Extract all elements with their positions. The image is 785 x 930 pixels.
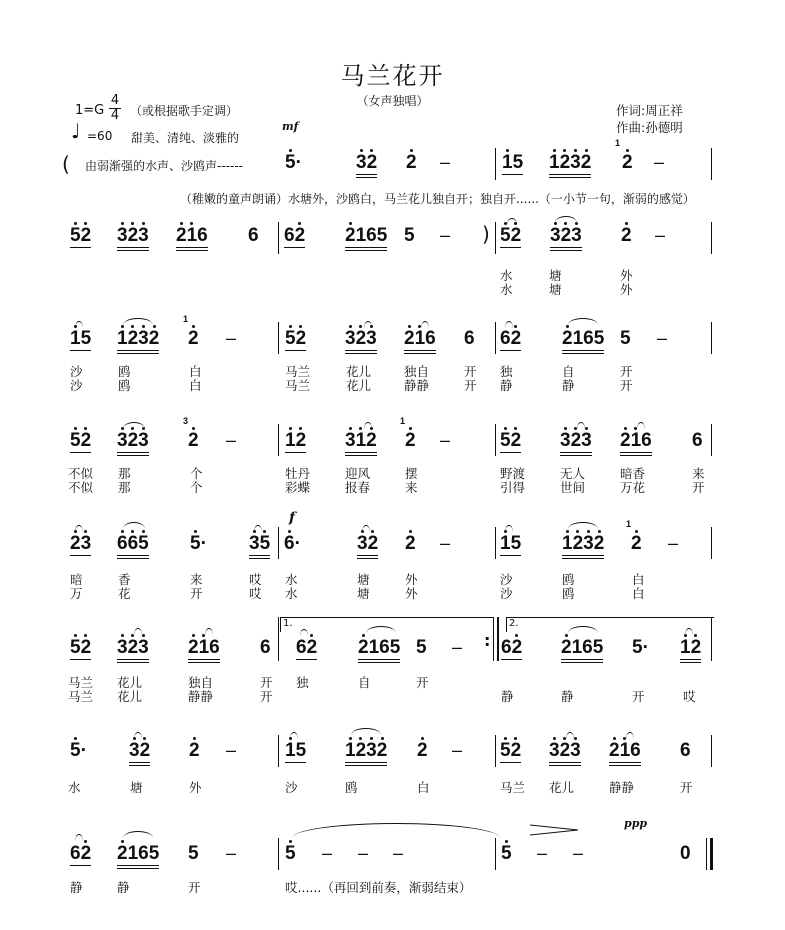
lyric: 外 <box>405 586 418 601</box>
slur <box>205 628 213 635</box>
lyric: 来 <box>692 466 705 481</box>
barline <box>711 148 712 180</box>
dynamic-mf: mf <box>282 120 299 133</box>
note: 62 <box>501 637 523 658</box>
note: 323 <box>550 225 582 247</box>
dynamic-ppp: ppp <box>624 817 648 830</box>
dash: – <box>452 740 463 760</box>
note: 1232 <box>549 152 591 174</box>
ending-text: 哎......（再回到前奏，渐弱结束） <box>285 880 472 895</box>
slur <box>75 834 83 841</box>
grace-note: 1 <box>615 138 621 148</box>
barline <box>495 424 496 456</box>
dash: – <box>226 430 237 450</box>
lyric: 报春 <box>345 480 371 495</box>
lyric: 不似 <box>68 480 94 495</box>
dash: – <box>440 430 451 450</box>
note: 312 <box>345 430 377 452</box>
lyric: 静 <box>117 880 130 895</box>
note: 32 <box>129 740 150 762</box>
note: 12 <box>680 637 701 659</box>
lyric: 来 <box>190 572 203 587</box>
lyric: 引得 <box>500 480 526 495</box>
note: 665 <box>117 533 149 555</box>
lyricist-credit: 作词:周正祥 <box>616 103 683 118</box>
open-paren: ( <box>62 152 70 176</box>
lyric: 那 <box>118 480 131 495</box>
slur <box>577 422 585 429</box>
barline <box>495 322 496 354</box>
note: 216 <box>609 740 641 762</box>
note: 23 <box>70 533 92 554</box>
lyric: 花 <box>118 586 131 601</box>
dash: – <box>440 225 451 245</box>
lyric: 迎风 <box>345 466 371 481</box>
lyric: 哎 <box>683 689 696 704</box>
lyric: 白 <box>189 364 202 379</box>
lyric: 开 <box>620 364 633 379</box>
note: 2 <box>406 152 417 173</box>
note: 6 <box>680 740 691 761</box>
slur <box>123 831 153 838</box>
lyric: 自 <box>358 675 371 690</box>
lyric: 水 <box>68 780 81 795</box>
note: 5 <box>501 843 512 864</box>
note: 1232 <box>117 328 159 350</box>
lyric: 静 <box>501 689 514 704</box>
note: 2165 <box>562 328 604 350</box>
note: 2 <box>621 225 632 246</box>
tempo: =60 <box>87 129 113 143</box>
barline <box>711 527 712 559</box>
note: 5· <box>632 637 649 658</box>
barline <box>711 735 712 767</box>
key-note: （或根据歌手定调） <box>130 104 239 118</box>
lyric: 开 <box>190 586 203 601</box>
dash: – <box>537 843 548 863</box>
note: 6· <box>284 533 301 554</box>
tie <box>292 823 500 838</box>
final-barline-thin <box>706 838 707 870</box>
lyric: 静 <box>70 880 83 895</box>
lyric: 静静 <box>404 378 430 393</box>
note: 15 <box>285 740 307 761</box>
dash: – <box>440 152 451 172</box>
dash: – <box>655 225 666 245</box>
lyric: 不似 <box>68 466 94 481</box>
lyric: 花儿 <box>117 675 143 690</box>
repeat-dots: : <box>484 631 491 650</box>
lyric: 鸥 <box>118 364 131 379</box>
note: 62 <box>284 225 306 246</box>
lyric: 世间 <box>560 480 586 495</box>
slur <box>123 318 153 325</box>
lyric: 水 <box>500 282 513 297</box>
lyric: 香 <box>118 572 131 587</box>
note: 2 <box>188 430 199 451</box>
slur <box>505 321 513 328</box>
slur <box>421 321 429 328</box>
close-paren: ) <box>482 222 490 246</box>
slur <box>351 728 381 735</box>
barline <box>278 838 279 870</box>
note: 52 <box>285 328 307 349</box>
slur <box>134 628 142 635</box>
note: 62 <box>70 843 92 864</box>
lyric: 外 <box>620 282 633 297</box>
intro-text: 由弱渐强的水声、沙鸥声------ <box>85 159 243 173</box>
note: 52 <box>500 740 522 761</box>
lyric: 牡丹 <box>285 466 311 481</box>
note: 2165 <box>345 225 387 247</box>
lyric: 静静 <box>188 689 214 704</box>
note: 6 <box>248 225 259 246</box>
lyric: 摆 <box>405 466 418 481</box>
note: 35 <box>249 533 270 555</box>
note: 5 <box>285 843 296 864</box>
note: 323 <box>560 430 592 452</box>
lyric: 来 <box>405 480 418 495</box>
note: 5· <box>190 533 207 554</box>
time-sig-bottom: 4 <box>110 108 120 123</box>
lyric: 马兰 <box>68 689 94 704</box>
lyric: 静静 <box>609 780 635 795</box>
lyric: 外 <box>189 780 202 795</box>
lyric: 外 <box>620 268 633 283</box>
lyric: 开 <box>680 780 693 795</box>
barline <box>495 527 496 559</box>
volta-1: 1. <box>280 617 493 632</box>
note: 2 <box>622 152 633 173</box>
slur <box>366 626 396 633</box>
barline <box>495 735 496 767</box>
lyric: 独自 <box>404 364 430 379</box>
quarter-note-icon: ♩ <box>71 119 81 143</box>
lyric: 马兰 <box>500 780 526 795</box>
lyric: 彩蝶 <box>285 480 311 495</box>
note: 216 <box>620 430 652 452</box>
lyric: 花儿 <box>549 780 575 795</box>
barline <box>278 222 279 254</box>
lyric: 鸥 <box>118 378 131 393</box>
lyric: 万 <box>70 586 83 601</box>
barline <box>711 322 712 354</box>
lyric: 沙 <box>70 364 83 379</box>
lyric: 个 <box>190 466 203 481</box>
dash: – <box>668 533 679 553</box>
song-subtitle: （女声独唱） <box>356 94 429 108</box>
grace-note: 1 <box>183 314 189 324</box>
barline <box>495 222 496 254</box>
dash: – <box>226 328 237 348</box>
lyric: 沙 <box>285 780 298 795</box>
song-title: 马兰花开 <box>340 62 445 90</box>
dash: – <box>440 533 451 553</box>
note: 52 <box>500 225 522 246</box>
note: 6 <box>260 637 271 658</box>
lyric: 开 <box>260 675 273 690</box>
time-signature <box>109 94 121 123</box>
barline <box>278 322 279 354</box>
barline <box>711 222 712 254</box>
lyric: 花儿 <box>117 689 143 704</box>
time-sig-top: 4 <box>110 93 120 108</box>
note: 5· <box>70 740 87 761</box>
decrescendo-icon <box>530 823 580 837</box>
lyric: 开 <box>464 364 477 379</box>
lyric: 暗 <box>70 572 83 587</box>
lyric: 马兰 <box>285 378 311 393</box>
note: 323 <box>345 328 377 350</box>
note: 2165 <box>117 843 159 865</box>
lyric: 开 <box>260 689 273 704</box>
lyric: 水 <box>285 586 298 601</box>
note: 323 <box>117 430 149 452</box>
dash: – <box>393 843 404 863</box>
slur <box>300 629 308 636</box>
lyric: 万花 <box>620 480 646 495</box>
note: 0 <box>680 843 691 864</box>
barline <box>711 617 712 661</box>
lyric: 哎 <box>249 586 262 601</box>
note: 323 <box>117 225 149 247</box>
lyric: 暗香 <box>620 466 646 481</box>
lyric: 野渡 <box>500 466 526 481</box>
lyric: 开 <box>692 480 705 495</box>
slur <box>568 522 598 529</box>
lyric: 静 <box>500 378 513 393</box>
narration-text: （稚嫩的童声朗诵）水塘外，沙鸥白，马兰花儿独自开；独自开......（一小节一句，渐弱的感觉） <box>180 192 695 206</box>
note: 52 <box>500 430 522 451</box>
lyric: 鸥 <box>345 780 358 795</box>
barline <box>711 424 712 456</box>
note: 323 <box>549 740 581 762</box>
dash: – <box>657 328 668 348</box>
note: 5 <box>404 225 415 246</box>
note: 1232 <box>345 740 387 762</box>
lyric: 开 <box>620 378 633 393</box>
lyric: 开 <box>632 689 645 704</box>
lyric: 花儿 <box>346 364 372 379</box>
volta-2: 2. <box>506 617 714 632</box>
lyric: 白 <box>632 586 645 601</box>
note: 32 <box>356 152 377 174</box>
lyric: 外 <box>405 572 418 587</box>
note: 5 <box>416 637 427 658</box>
note: 2 <box>405 533 416 554</box>
dynamic-f: f <box>289 510 296 526</box>
lyric: 开 <box>416 675 429 690</box>
lyric: 塘 <box>130 780 143 795</box>
note: 62 <box>296 637 318 658</box>
dash: – <box>573 843 584 863</box>
slur <box>626 732 634 739</box>
lyric: 塘 <box>357 572 370 587</box>
slur <box>637 422 645 429</box>
note: 52 <box>70 430 92 451</box>
note: 6 <box>692 430 703 451</box>
lyric: 塘 <box>549 282 562 297</box>
note: 15 <box>500 533 522 554</box>
slur <box>568 626 598 633</box>
note: 6 <box>464 328 475 349</box>
note: 2 <box>417 740 428 761</box>
final-barline-thick <box>710 838 713 870</box>
lyric: 水 <box>285 572 298 587</box>
dash: – <box>322 843 333 863</box>
lyric: 开 <box>188 880 201 895</box>
dash: – <box>654 152 665 172</box>
note: 12 <box>285 430 307 451</box>
slur <box>566 732 574 739</box>
dash: – <box>226 740 237 760</box>
lyric: 马兰 <box>68 675 94 690</box>
note: 2165 <box>358 637 400 659</box>
lyric: 那 <box>118 466 131 481</box>
note: 2165 <box>561 637 603 659</box>
note: 52 <box>70 225 92 246</box>
lyric: 塘 <box>549 268 562 283</box>
note: 15 <box>502 152 524 173</box>
note: 216 <box>176 225 208 247</box>
note: 15 <box>70 328 92 349</box>
lyric: 独自 <box>188 675 214 690</box>
note: 216 <box>188 637 220 659</box>
note: 2 <box>188 328 199 349</box>
lyric: 静 <box>562 378 575 393</box>
note: 5 <box>620 328 631 349</box>
note: 323 <box>117 637 149 659</box>
lyric: 独 <box>296 675 309 690</box>
lyric: 沙 <box>70 378 83 393</box>
lyric: 鸥 <box>562 572 575 587</box>
barline <box>278 527 279 559</box>
note: 52 <box>70 637 92 658</box>
note: 5 <box>188 843 199 864</box>
note: 2 <box>631 533 642 554</box>
lyric: 哎 <box>249 572 262 587</box>
note: 5· <box>285 152 302 173</box>
lyric: 沙 <box>500 586 513 601</box>
lyric: 静 <box>561 689 574 704</box>
dash: – <box>226 843 237 863</box>
barline <box>278 735 279 767</box>
lyric: 塘 <box>357 586 370 601</box>
key-signature: 1=G <box>75 103 105 118</box>
dash: – <box>452 637 463 657</box>
lyric: 自 <box>562 364 575 379</box>
composer-credit: 作曲:孙德明 <box>616 120 683 135</box>
barline <box>495 838 496 870</box>
lyric: 独 <box>500 364 513 379</box>
note: 62 <box>500 328 522 349</box>
note: 216 <box>404 328 436 350</box>
grace-note: 1 <box>400 416 406 426</box>
expression-mark: 甜美、清纯、淡雅的 <box>131 131 240 145</box>
barline <box>495 148 496 180</box>
note: 1232 <box>562 533 604 555</box>
grace-note: 1 <box>626 519 632 529</box>
lyric: 个 <box>190 480 203 495</box>
lyric: 沙 <box>500 572 513 587</box>
repeat-barline <box>497 617 499 661</box>
note: 32 <box>357 533 378 555</box>
barline <box>278 617 279 661</box>
note: 2 <box>189 740 200 761</box>
lyric: 马兰 <box>285 364 311 379</box>
dash: – <box>358 843 369 863</box>
barline <box>493 617 494 661</box>
lyric: 白 <box>417 780 430 795</box>
lyric: 开 <box>464 378 477 393</box>
lyric: 鸥 <box>562 586 575 601</box>
note: 2 <box>405 430 416 451</box>
lyric: 白 <box>632 572 645 587</box>
grace-note: 3 <box>183 416 189 426</box>
slur <box>123 522 145 529</box>
lyric: 水 <box>500 268 513 283</box>
lyric: 无人 <box>560 466 586 481</box>
barline <box>278 424 279 456</box>
lyric: 花儿 <box>346 378 372 393</box>
slur <box>568 318 598 325</box>
lyric: 白 <box>189 378 202 393</box>
